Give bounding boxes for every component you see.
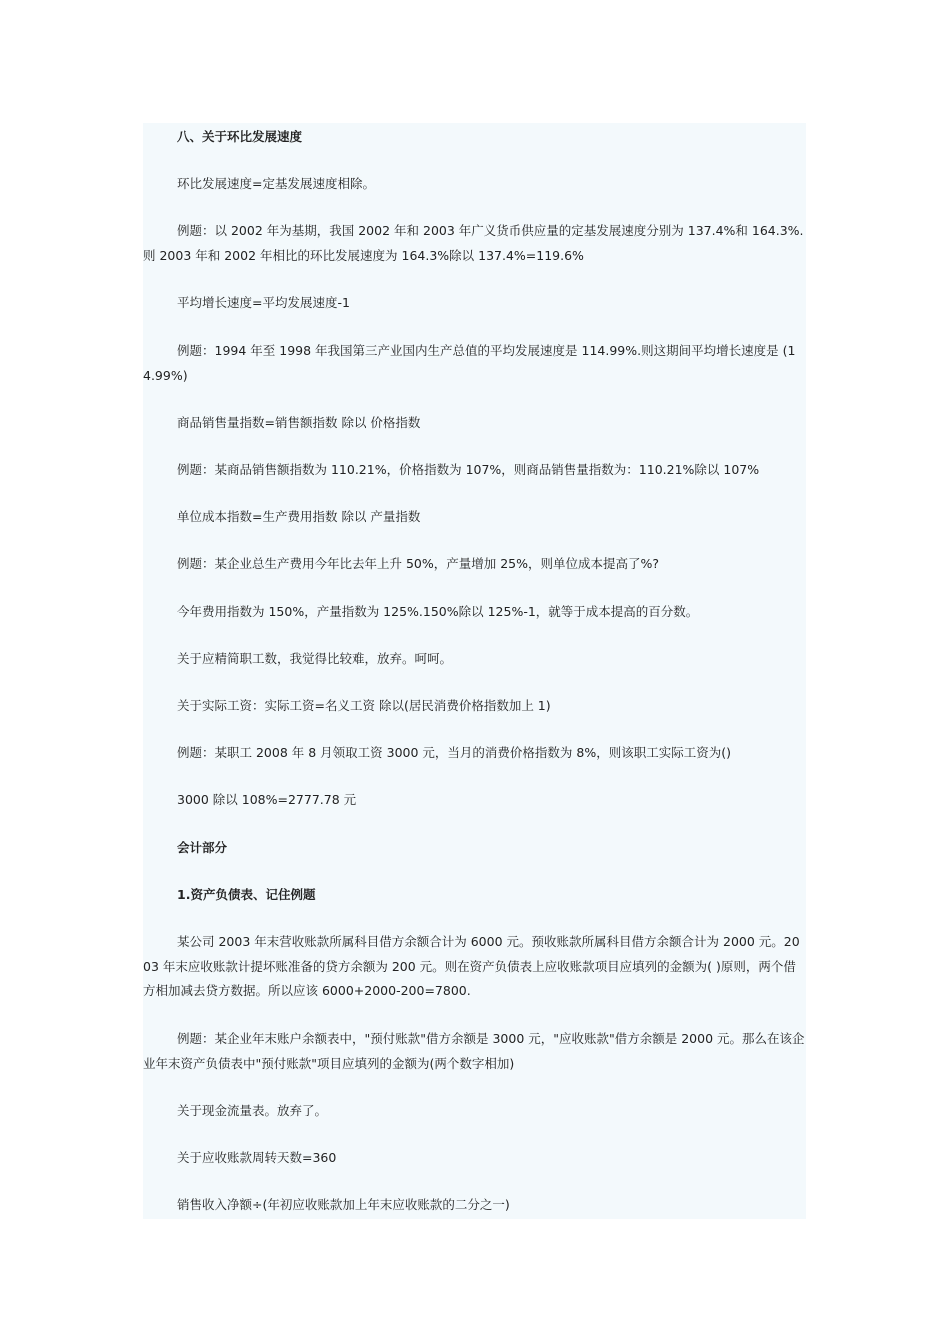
- section-heading-balance-sheet: 1.资产负债表、记住例题: [177, 887, 316, 902]
- section-heading-accounting: 会计部分: [177, 840, 228, 855]
- paragraph-prepayment-example: 例题：某企业年末账户余额表中，"预付账款"借方余额是 3000 元，"应收账款"借方余额是 2000 元。那么在该企业年末资产负债表中"预付账款"项目应填列的金额为(两个数字相加): [143, 1031, 805, 1071]
- paragraph-average-growth-formula: 平均增长速度=平均发展速度-1: [177, 295, 350, 310]
- paragraph-receivable-turnover-days: 关于应收账款周转天数=360: [177, 1150, 337, 1165]
- paragraph-unit-cost-formula: 单位成本指数=生产费用指数 除以 产量指数: [177, 509, 421, 524]
- paragraph-cash-flow: 关于现金流量表。放弃了。: [177, 1103, 328, 1118]
- paragraph-average-growth-example: 例题：1994 年至 1998 年我国第三产业国内生产总值的平均发展速度是 114.99%.则这期间平均增长速度是 (14.99%): [143, 343, 796, 383]
- paragraph-chain-growth-formula: 环比发展速度=定基发展速度相除。: [177, 176, 375, 191]
- paragraph-receivables-example: 某公司 2003 年末营收账款所属科目借方余额合计为 6000 元。预收账款所属科目借方余额合计为 2000 元。2003 年末应收账款计提坏账准备的贷方余额为 200 元。则在资产负债表上应收账款项目应填列的金额为( )原则，两个借方相加减去贷方数据。所以应该 6000+2000-200=7800.: [143, 934, 800, 998]
- paragraph-unit-cost-example: 例题：某企业总生产费用今年比去年上升 50%，产量增加 25%，则单位成本提高了%?: [177, 556, 660, 571]
- section-heading-chain-growth: 八、关于环比发展速度: [177, 129, 303, 144]
- paragraph-sales-volume-example: 例题：某商品销售额指数为 110.21%，价格指数为 107%，则商品销售量指数为：110.21%除以 107%: [177, 462, 760, 477]
- paragraph-unit-cost-solution: 今年费用指数为 150%，产量指数为 125%.150%除以 125%-1，就等于成本提高的百分数。: [177, 604, 699, 619]
- paragraph-real-wage-example: 例题：某职工 2008 年 8 月领取工资 3000 元，当月的消费价格指数为 8%，则该职工实际工资为(): [177, 745, 731, 760]
- paragraph-sales-volume-formula: 商品销售量指数=销售额指数 除以 价格指数: [177, 415, 421, 430]
- paragraph-real-wage-formula: 关于实际工资：实际工资=名义工资 除以(居民消费价格指数加上 1): [177, 698, 551, 713]
- paragraph-real-wage-solution: 3000 除以 108%=2777.78 元: [177, 792, 357, 807]
- paragraph-net-sales-formula: 销售收入净额÷(年初应收账款加上年末应收账款的二分之一): [177, 1197, 510, 1212]
- paragraph-staff-reduction: 关于应精简职工数，我觉得比较难，放弃。呵呵。: [177, 651, 453, 666]
- paragraph-chain-growth-example: 例题：以 2002 年为基期，我国 2002 年和 2003 年广义货币供应量的定基发展速度分别为 137.4%和 164.3%.则 2003 年和 2002 年相比的环比发展速度为 164.3%除以 137.4%=119.6%: [143, 223, 804, 263]
